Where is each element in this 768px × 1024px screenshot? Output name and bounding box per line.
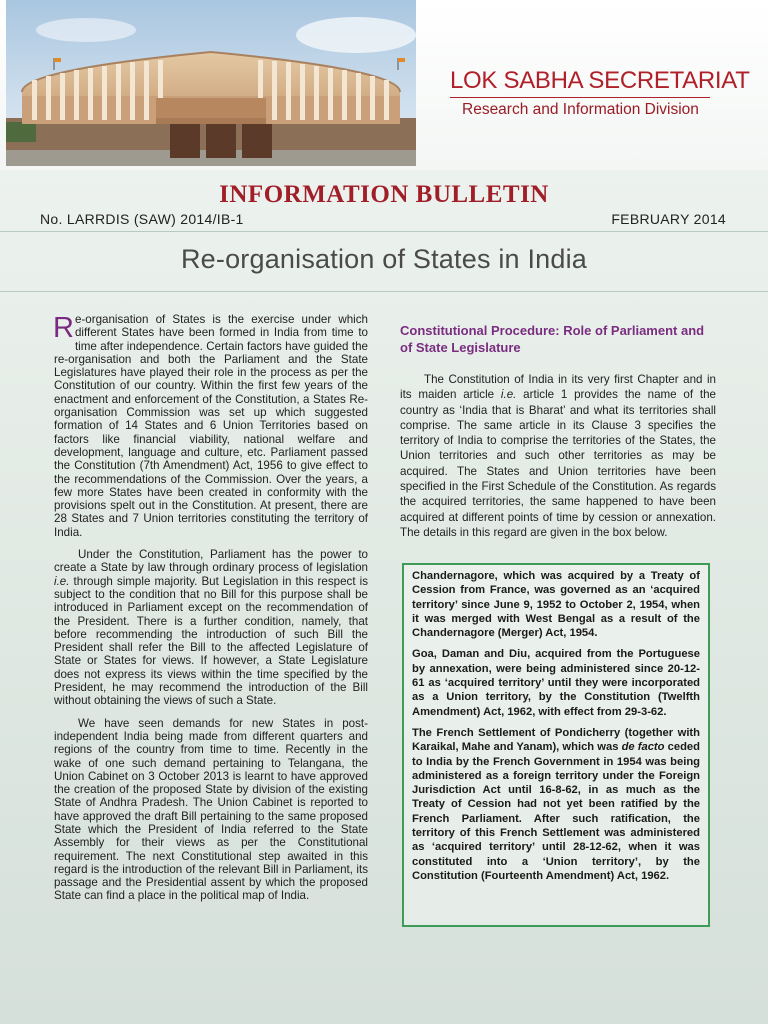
section-heading: Constitutional Procedure: Role of Parliament and of State Legislature [400,323,705,355]
organisation-name: LOK SABHA SECRETARIAT [450,66,710,98]
bulletin-date: FEBRUARY 2014 [611,211,726,227]
paragraph-text: e-organisation of States is the exercise under which different States have been formed in India from time to time after independence. Certain factors have guided the re-organisation and both the Parliament and the State Legislatures have played their role in the process as per the Constitution of our country. Within the first few years of the enactment and enforcement of the Constitution, a States Re-organisation Commission was set up which suggested formation of 14 States and 6 Union Territories based on factors like financial viability, national welfare and development, language and culture, etc. Parliament passed the Constitution (7th Amendment) Act, 1956 to give effect to the recommendations of the Commission. Over the years, a few more States have been created in conformity with the provisions spelt out in the Constitution. At present, there are 28 States and 7 Union territories constituting the territory of India. [54,313,368,539]
paragraph [54,548,368,708]
bulletin-number: No. LARRDIS (SAW) 2014/IB-1 [40,211,244,227]
box-item [412,726,700,883]
parliament-building-icon [6,0,416,166]
italic-text: i.e. [54,574,70,588]
paragraph: We have seen demands for new States in post-independent India being made from different quarters and regions of the country from time to time. Recently in the wake of one such demand pertaining to Telangana, the Union Cabinet on 3 October 2013 is learnt to have approved the creation of the proposed State by division of the existing State of Andhra Pradesh. The Union Cabinet is reported to have approved the draft Bill pertaining to the same proposed State which the President of India referred to the State Assembly for their views as per the Constitutional requirement. The next Constitutional step awaited in this regard is the introduction of the relevant Bill in Parliament, its passage and the Presidential assent by which the proposed State can find a place in the political map of India. [54,716,368,903]
parliament-building-photo [6,0,416,166]
paragraph [400,372,716,540]
paragraph-text: Under the Constitution, Parliament has the power to create a State by law through ordinary process of legislation [54,548,368,575]
article-title: Re-organisation of States in India [180,244,588,274]
masthead [0,0,768,170]
left-column [54,313,368,912]
box-text: The French Settlement of Pondicherry (together with Karaikal, Mahe and Yanam), which was [412,726,700,754]
bulletin-title: INFORMATION BULLETIN [219,181,549,208]
paragraph-text: through simple majority. But Legislation in this respect is subject to the condition that no Bill for this purpose shall be introduced in Parliament except on the recommendation of the President. There is a further condition, namely, that before recommending the introduction of such Bill the President shall refer the Bill to the affected Legislature of State or States for views. If however, a State Legislature does not express its views within the time specified by the President, he may recommend the introduction of the Bill without obtaining the views of such a State. [54,574,368,708]
italic-text: de facto [621,741,665,754]
right-column [400,322,716,540]
italic-text: i.e. [500,388,517,402]
paragraph-text: article 1 provides the name of the country as ‘India that is Bharat’ and what its territories shall comprise. The same article in its Clause 3 specifies the territory of India to comprise the territories of the States, the Union territories and such other territories as may be acquired. The States and Union territories have been specified in the First Schedule of the Constitution. As regards the acquired territories, the same happened to have been acquired at different points of time by cession or annexation. The details in this regard are given in the box below. [400,388,716,539]
acquired-territories-box [402,563,710,927]
organisation-block [450,66,750,119]
divider-top [0,231,768,232]
division-name: Research and Information Division [462,101,699,118]
divider-bottom [0,291,768,292]
drop-cap: R [53,312,74,344]
paragraph-text: The Constitution of India in its very first Chapter and in its maiden article [400,373,716,402]
box-item: Goa, Daman and Diu, acquired from the Portuguese by annexation, were being administered since 20-12-61 as ‘acquired territory’ until they were incorporated as a Union territory, by the Constitution (Twelfth Amendment) Act, 1962, with effect from 29-3-62. [412,648,700,718]
box-item: Chandernagore, which was acquired by a Treaty of Cession from France, was governed as an ‘acquired territory’ since June 9, 1952 to October 2, 1954, when it was merged with West Bengal as a result of the Chandernagore (Merger) Act, 1954. [412,570,700,640]
box-text: ceded to India by the French Government in 1954 was being administered as a foreign territory under the Foreign Jurisdiction Act until 16-8-62, in as much as the Treaty of Cession had not yet been ratified by the French Parliament. After such ratification, the territory of this French Settlement was administered as ‘acquired territory’ until 28-12-62, when it was constituted into a ‘Union territory’, by the Constitution (Fourteenth Amendment) Act, 1962. [412,741,700,882]
paragraph [54,313,368,539]
